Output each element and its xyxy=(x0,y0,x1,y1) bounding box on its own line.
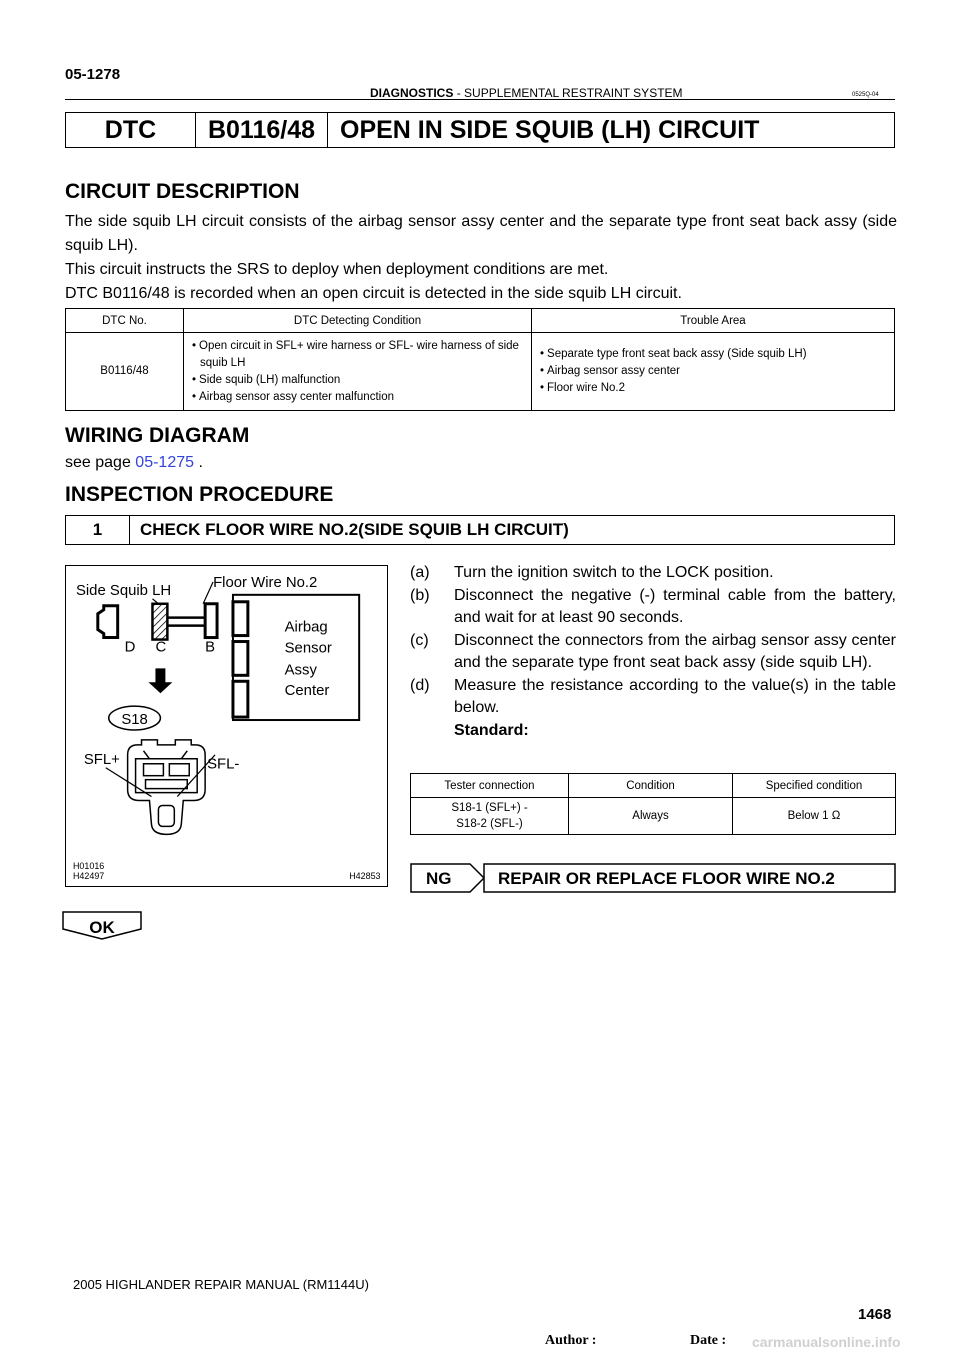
ok-result-box xyxy=(62,911,142,940)
sensor-connector-icon xyxy=(233,602,248,636)
figure-code: H42853 xyxy=(349,871,381,882)
connector-c-label: C xyxy=(155,639,167,656)
header-divider xyxy=(65,99,895,100)
dtc-label: DTC xyxy=(66,113,196,147)
table-header-cell: DTC Detecting Condition xyxy=(184,309,532,333)
list-item: • Open circuit in SFL+ wire harness or SFL- wire harness of side squib LH xyxy=(190,338,525,372)
page-link[interactable]: 05-1275 xyxy=(135,454,195,471)
tester-connection-cell xyxy=(411,798,569,835)
table-header-cell: Specified condition xyxy=(733,774,896,798)
connector-c-icon xyxy=(152,604,167,640)
detecting-condition-cell xyxy=(184,333,532,411)
doc-code: 0525Q-04 xyxy=(852,92,879,98)
dtc-number-cell: B0116/48 xyxy=(66,333,184,411)
wiring-reference xyxy=(65,454,203,472)
table-header-row xyxy=(411,774,896,798)
page-number: 05-1278 xyxy=(65,66,121,83)
list-item xyxy=(410,562,896,585)
header-title xyxy=(370,86,683,100)
tester-connection-line: S18-1 (SFL+) - xyxy=(451,802,528,814)
connector-figure xyxy=(65,565,388,887)
table-header-cell: Condition xyxy=(569,774,733,798)
step-label: (c) xyxy=(410,631,429,649)
leader-line xyxy=(203,582,213,604)
header-separator: - xyxy=(456,86,461,100)
circuit-description-text xyxy=(65,210,897,306)
circuit-description-line: The side squib LH circuit consists of the airbag sensor assy center and the separate type front seat back assy (side squib LH). xyxy=(65,213,897,254)
step-header-box xyxy=(65,515,895,545)
list-item xyxy=(410,675,896,720)
standard-label: Standard: xyxy=(454,721,529,739)
trouble-area-cell xyxy=(532,333,895,411)
connector-b-icon xyxy=(205,604,217,638)
inspection-procedure-heading: INSPECTION PROCEDURE xyxy=(65,483,334,506)
list-item: • Floor wire No.2 xyxy=(538,380,888,397)
dtc-code: B0116/48 xyxy=(196,113,328,147)
sfl-minus-label: SFL- xyxy=(207,756,240,773)
list-item: • Side squib (LH) malfunction xyxy=(190,372,525,389)
figure-code: H01016 xyxy=(72,861,105,872)
connector-d-label: D xyxy=(124,639,136,656)
ok-label: OK xyxy=(89,918,115,937)
side-squib-label: Side Squib LH xyxy=(75,582,172,599)
footer-author-label: Author : xyxy=(545,1333,597,1348)
step-label: (a) xyxy=(410,564,430,581)
footer-date-label: Date : xyxy=(690,1333,727,1348)
spec-table xyxy=(410,773,896,835)
table-row xyxy=(66,333,895,411)
step-number: 1 xyxy=(66,516,130,544)
tester-connection-line: S18-2 (SFL-) xyxy=(456,818,523,830)
step-text: Turn the ignition switch to the LOCK position. xyxy=(454,564,774,581)
watermark: carmanualsonline.info xyxy=(752,1334,901,1350)
ng-label: NG xyxy=(426,869,452,888)
sensor-connector-icon xyxy=(233,642,248,676)
leader-line xyxy=(106,768,152,797)
wiring-ref-prefix: see page xyxy=(65,454,131,471)
dtc-condition-table xyxy=(65,308,895,411)
step-label: (b) xyxy=(410,586,430,604)
footer-manual-title: 2005 HIGHLANDER REPAIR MANUAL (RM1144U) xyxy=(73,1277,369,1292)
condition-cell: Always xyxy=(569,798,733,835)
list-item: • Airbag sensor assy center xyxy=(538,363,888,380)
step-label: (d) xyxy=(410,676,430,694)
airbag-sensor-label: Airbag xyxy=(284,619,328,636)
list-item xyxy=(410,630,896,675)
inspection-steps xyxy=(410,562,896,742)
ng-action-text: REPAIR OR REPLACE FLOOR WIRE NO.2 xyxy=(498,869,835,888)
list-item xyxy=(410,585,896,630)
table-header-cell: Tester connection xyxy=(411,774,569,798)
connector-d-icon xyxy=(98,606,118,638)
wiring-ref-suffix: . xyxy=(198,454,203,471)
table-header-row xyxy=(66,309,895,333)
circuit-description-line: This circuit instructs the SRS to deploy when deployment conditions are met. xyxy=(65,261,609,278)
header-subsection: SUPPLEMENTAL RESTRAINT SYSTEM xyxy=(464,86,683,100)
s18-connector-face-icon xyxy=(128,740,206,834)
s18-label: S18 xyxy=(121,712,148,729)
circuit-description-heading: CIRCUIT DESCRIPTION xyxy=(65,180,300,203)
figure-code: H42497 xyxy=(72,871,105,882)
step-text: Measure the resistance according to the value(s) in the table below. xyxy=(454,676,896,716)
dtc-title-box xyxy=(65,112,895,148)
sensor-connector-icon xyxy=(233,681,248,717)
airbag-sensor-label: Center xyxy=(284,683,330,700)
footer-page-number: 1468 xyxy=(858,1306,892,1323)
table-header-cell: Trouble Area xyxy=(532,309,895,333)
ng-result-box xyxy=(410,863,896,893)
step-title: CHECK FLOOR WIRE NO.2(SIDE SQUIB LH CIRCUIT) xyxy=(140,520,569,539)
step-text: Disconnect the negative (-) terminal cable from the battery, and wait for at least 90 seconds. xyxy=(454,586,896,626)
connector-diagram xyxy=(66,566,387,886)
table-header-cell: DTC No. xyxy=(66,309,184,333)
connector-b-label: B xyxy=(205,639,216,656)
arrow-down-icon xyxy=(148,668,172,693)
circuit-description-line: DTC B0116/48 is recorded when an open circuit is detected in the side squib LH circuit. xyxy=(65,285,682,302)
header-section: DIAGNOSTICS xyxy=(370,86,454,100)
airbag-sensor-box xyxy=(233,595,359,720)
airbag-sensor-label: Sensor xyxy=(284,640,332,657)
table-row xyxy=(411,798,896,835)
floor-wire-label: Floor Wire No.2 xyxy=(213,574,318,591)
sfl-plus-label: SFL+ xyxy=(83,751,120,768)
dtc-title: OPEN IN SIDE SQUIB (LH) CIRCUIT xyxy=(340,115,760,144)
wiring-diagram-heading: WIRING DIAGRAM xyxy=(65,424,250,447)
specified-condition-cell: Below 1 Ω xyxy=(733,798,896,835)
list-item: • Separate type front seat back assy (Side squib LH) xyxy=(538,346,888,363)
list-item: • Airbag sensor assy center malfunction xyxy=(190,389,525,406)
airbag-sensor-label: Assy xyxy=(284,662,317,679)
step-text: Disconnect the connectors from the airbag sensor assy center and the separate type front seat back assy (side squib LH). xyxy=(454,631,896,671)
